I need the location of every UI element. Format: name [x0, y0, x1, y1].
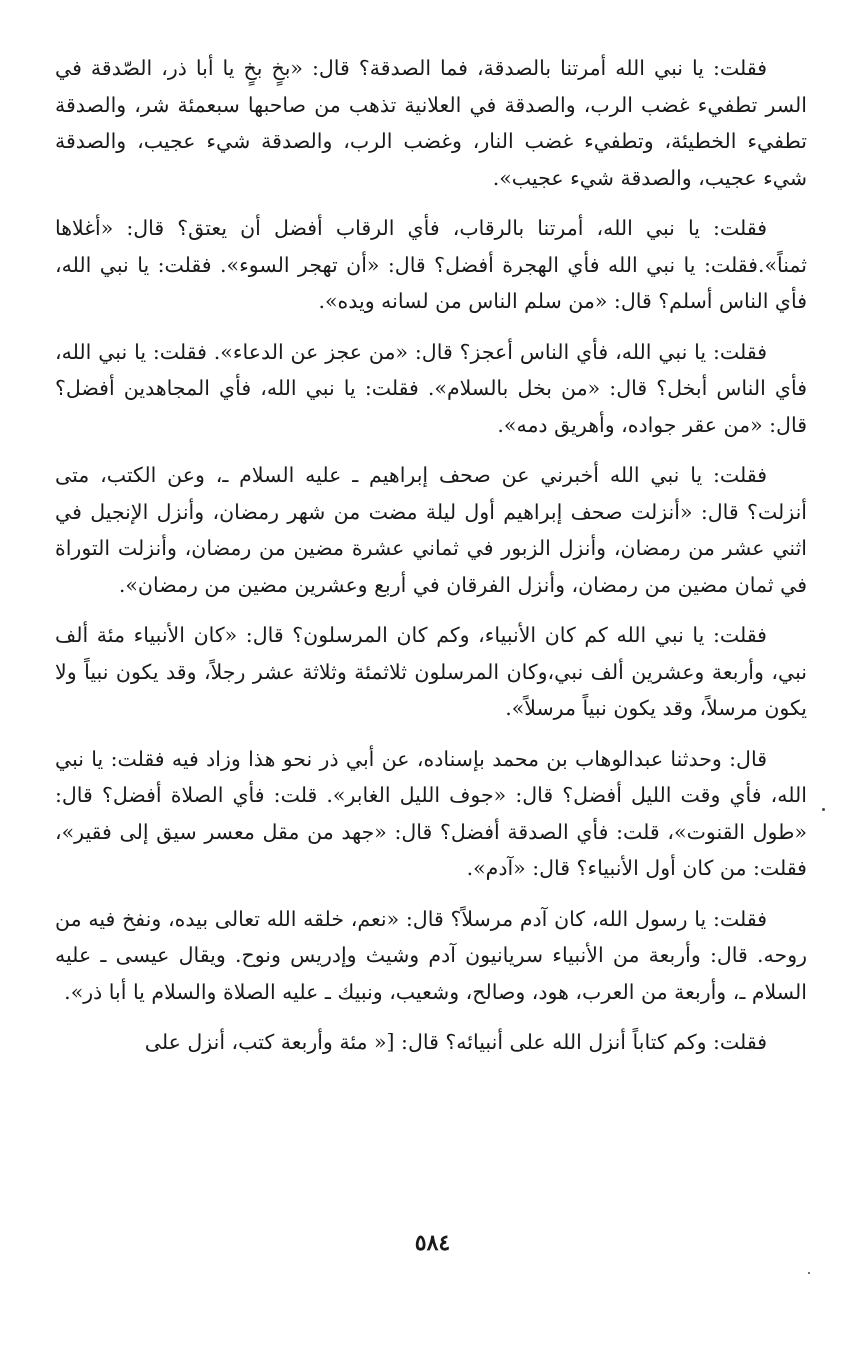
paragraph-riqab: فقلت: يا نبي الله، أمرتنا بالرقاب، فأي الرقاب أفضل أن يعتق؟ قال: «أغلاها ثمناً».فقلت: يا نبي الله فأي الهجرة أفضل؟ قال: «أن تهجر السوء». فقلت: يا نبي الله، فأي الناس أسلم؟ قال: «من سلم الناس من لسانه ويده».: [55, 216, 807, 313]
scan-speck: [808, 1272, 810, 1274]
paragraph-ajz: فقلت: يا نبي الله، فأي الناس أعجز؟ قال: «من عجز عن الدعاء». فقلت: يا نبي الله، فأي الناس أبخل؟ قال: «من بخل بالسلام». فقلت: يا نبي الله، فأي المجاهدين أفضل؟ قال: «من عقر جواده، وأهريق دمه».: [55, 339, 807, 437]
page-body: [55, 50, 807, 1075]
scan-speck: [822, 808, 825, 811]
paragraph-isnad: قال: وحدثنا عبدالوهاب بن محمد بإسناده، عن أبي ذر نحو هذا وزاد فيه فقلت: يا نبي الله، فأي وقت الليل أفضل؟ قال: «جوف الليل الغابر». قلت: فأي الصلاة أفضل؟ قال: «طول القنوت»، قلت: فأي الصدقة أفضل؟ قال: «جهد من مقل معسر سيق إلى فقير»، فقلت: من كان أول الأنبياء؟ قال: «آدم».: [55, 746, 807, 880]
paragraph-anbiya: فقلت: يا نبي الله كم كان الأنبياء، وكم كان المرسلون؟ قال: «كان الأنبياء مئة ألف نبي، وأربعة وعشرين ألف نبي،وكان المرسلون ثلاثمئة وثلاثة عشر رجلاً، وقد يكون نبياً ولا يكون مرسلاً، وقد يكون نبياً مرسلاً».: [55, 623, 807, 720]
page-number: ٥٨٤: [414, 1230, 451, 1256]
paragraph-suhuf: فقلت: يا نبي الله أخبرني عن صحف إبراهيم ـ عليه السلام ـ، وعن الكتب، متى أنزلت؟ قال: «أنزلت صحف إبراهيم أول ليلة مضت من شهر رمضان، وأنزل الإنجيل في اثني عشر من رمضان، وأنزل الزبور في ثماني عشرة مضين من رمضان، وأنزلت التوراة في ثمان مضين من رمضان، وأنزل الفرقان في أربع وعشرين مضين من رمضان».: [55, 463, 807, 597]
paragraph-kutub: فقلت: وكم كتاباً أنزل الله على أنبيائه؟ قال: [« مئة وأربعة كتب، أنزل على: [144, 1030, 767, 1054]
paragraph-sadaqah: فقلت: يا نبي الله أمرتنا بالصدقة، فما الصدقة؟ قال: «بخٍ بخٍ يا أبا ذر، الصّدقة في السر تطفيء غضب الرب، والصدقة في العلانية تذهب من صاحبها سبعمئة شر، والصدقة تطفيء الخطيئة، وتطفيء غضب النار، وغضب الرب، والصدقة شيء عجيب، والصدقة شيء عجيب، والصدقة شيء عجيب».: [55, 56, 807, 190]
paragraph-adam: فقلت: يا رسول الله، كان آدم مرسلاً؟ قال: «نعم، خلقه الله تعالى بيده، ونفخ فيه من روحه. قال: وأربعة من الأنبياء سريانيون آدم وشيث وإدريس ونوح. ويقال عيسى ـ عليه السلام ـ، وأربعة من العرب، هود، وصالح، وشعيب، ونبيك ـ عليه الصلاة والسلام يا أبا ذر».: [55, 906, 807, 1004]
